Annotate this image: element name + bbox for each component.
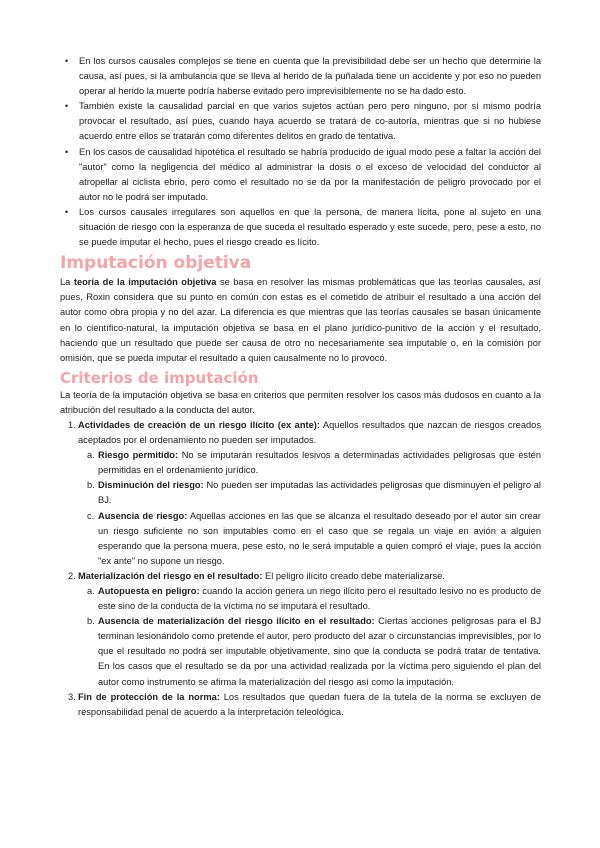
criteria-item <box>68 569 541 690</box>
criteria-item <box>68 690 542 720</box>
sub-letter: c. <box>87 510 95 521</box>
list-item: • Los cursos causales irregulares son aquellos en que la persona, de manera lícita, pone al sujeto en una situación de riesgo con la esperanza de que suceda el resultado esperado y este sucede, pero, pese a esto, no se puede imputar el hecho, pues el riesgo creado es lícito. <box>60 205 541 250</box>
item-text: Los resultados que quedan fuera de la tutela de la norma se excluyen de responsabilidad penal de acuerdo a la interpretación teleológica. <box>78 691 542 717</box>
list-item: • En los casos de causalidad hipotética el resultado se habría producido de igual modo pese a faltar la acción del "autor" como la negligencia del médico al administrar la dosis o el exceso de velocidad del conductor al atropellar al ciclista ebrio, pero como el resultado no se da por la manifestación de peligro provocado por el autor no le podrá ser imputado. <box>60 145 541 205</box>
sub-letter: a. <box>87 586 95 596</box>
criteria-list <box>60 418 541 720</box>
sub-letter: b. <box>87 616 95 627</box>
sub-title: Ausencia de materialización del riesgo ilícito en el resultado: <box>98 616 375 627</box>
item-title: Fin de protección de la norma: <box>78 691 220 702</box>
sub-title: Autopuesta en peligro: <box>98 586 200 596</box>
sub-text: Aquellas acciones en las que se alcanza el resultado deseado por el autor sin crear un riesgo suficiente no son imputables como en el caso que se regala un viaje en avión a alguien esperando que la persona muera, pese esto, no le será imputable a quien compró el viaje, pues la acción "ex ante" no supone un riesgo. <box>98 510 541 566</box>
list-item: • También existe la causalidad parcial en que varios sujetos actúan pero pero ninguno, por sí mismo podría provocar el resultado, así pues, cuando haya acuerdo se tratará de co-autoría, mientras que si no hubiese acuerdo entre ellos se tratarán como diferentes delitos en grado de tentativa. <box>60 99 541 144</box>
sub-item <box>87 448 541 478</box>
item-text: El peligro ilícito creado debe materializarse. <box>262 570 445 581</box>
paragraph <box>60 275 541 366</box>
sub-item <box>87 584 541 614</box>
sub-title: Riesgo permitido: <box>98 450 179 461</box>
sub-text: No se imputarán resultados lesivos a determinadas actividades peligrosas que estén permitidas en el ordenamiento jurídico. <box>98 450 541 476</box>
sub-text: Ciertas acciones peligrosas para el BJ terminan lesionándolo como pretende el autor, pero producto del azar o circunstancias imprevisibles, por lo que el resultado no podrá ser imputable objetivamente, sino que la conducta se podrá tratar de tentativa. En los casos que el resultado se da por una actividad realizada por la víctima pero siguiendo el plan del autor como instrumento se afirma la materialización del riesgo así como la imputación. <box>98 616 541 687</box>
sub-text: cuando la acción genera un riego ilícito pero el resultado lesivo no es producto de este sino de la conducta de la víctima no se imputará el resultado. <box>98 586 541 612</box>
list-item: • En los cursos causales complejos se tiene en cuenta que la previsibilidad debe ser un hecho que determine la causa, así pues, si la ambulancia que se lleva al herido de la puñalada tiene un accidente y por eso no pueden operar al herido la muerte podría haberse evitado pero imprevisiblemente no se ha dado esto. <box>60 54 541 99</box>
item-text: Aquellos resultados que nazcan de riesgos creados aceptados por el ordenamiento no pueden ser imputados. <box>78 419 541 446</box>
sub-list <box>78 448 541 569</box>
intro-paragraph: La teoría de la imputación objetiva se basa en criterios que permiten resolver los casos más dudosos en cuanto a la atribución del resultado a la conducta del autor. <box>60 389 541 415</box>
sub-list <box>78 584 541 690</box>
item-number: 2. <box>68 570 76 581</box>
document-page <box>60 54 541 720</box>
sub-item <box>87 509 541 569</box>
sub-title: Disminución del riesgo: <box>98 480 204 491</box>
sub-item <box>87 478 541 508</box>
bold-term: teoría de la imputación objetiva <box>73 277 217 288</box>
sub-title: Ausencia de riesgo: <box>98 510 188 521</box>
item-title: Actividades de creación de un riesgo ilícito (ex ante): <box>78 419 320 430</box>
bullet-list <box>60 54 541 250</box>
sub-letter: b. <box>87 480 95 491</box>
criteria-item <box>68 418 541 569</box>
subsection-heading: Criterios de imputación <box>60 368 259 387</box>
sub-letter: a. <box>87 450 95 461</box>
paragraph-start: La <box>60 277 74 288</box>
item-number: 3. <box>68 691 76 702</box>
paragraph-rest: se basa en resolver las mismas problemáticas que las teorías causales, así pues, Roxin considera que su punto en común con estas es el cometido de atribuir el resultado a una acción del autor como obra propia y no del azar. La diferencia es que mientras que las teorías causales se basan únicamente en lo científico-natural, la imputación objetiva se basa en el plano jurídico-punitivo de la acción y el resultado, haciendo que un resultado que puede ser causa de otro no necesariamente sea imputable o, en la comisión por omisión, que se pueda imputar el resultado a quien causalmente no lo provocó. <box>60 277 541 363</box>
sub-text: No pueden ser imputadas las actividades peligrosas que disminuyen el peligro al BJ. <box>98 480 541 506</box>
section-heading: Imputación objetiva <box>60 253 252 274</box>
item-number: 1. <box>68 419 76 430</box>
sub-item <box>87 614 541 689</box>
item-title: Materialización del riesgo en el resultado: <box>78 570 263 581</box>
